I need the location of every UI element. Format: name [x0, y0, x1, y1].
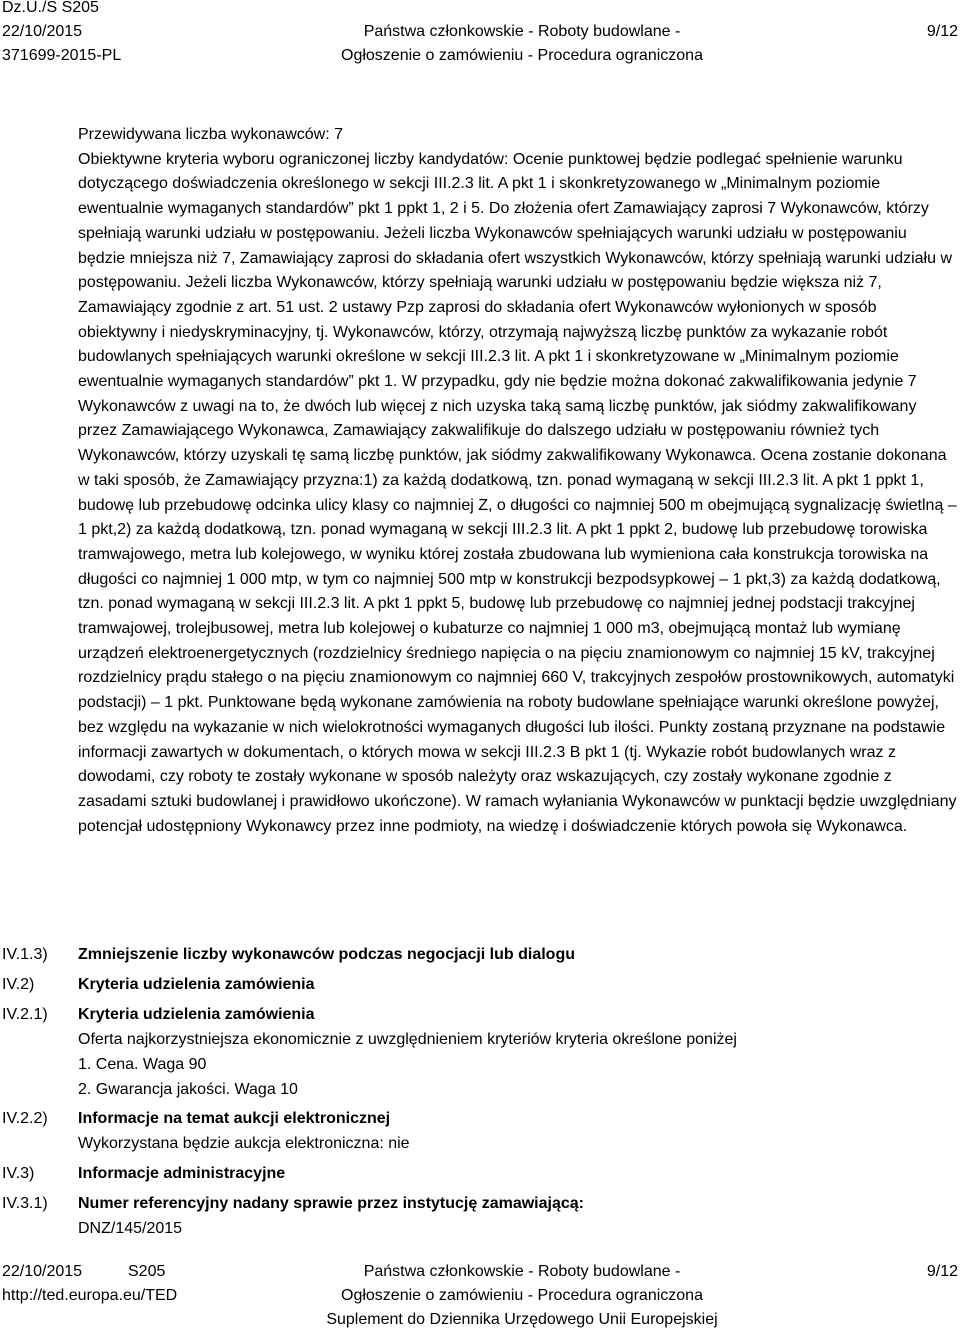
section-number-iv21: IV.2.1)	[2, 1006, 48, 1023]
section-number-iv3: IV.3)	[2, 1165, 35, 1182]
section-title-iv13: Zmniejszenie liczby wykonawców podczas negocjacji lub dialogu	[78, 946, 575, 963]
header-title-line2: Ogłoszenie o zamówieniu - Procedura ograniczona	[341, 47, 703, 64]
criterion-quality: 2. Gwarancja jakości. Waga 10	[78, 1081, 298, 1098]
page-header	[0, 0, 960, 70]
footer-title-line2: Ogłoszenie o zamówieniu - Procedura ograniczona	[341, 1287, 703, 1304]
header-title-line1: Państwa członkowskie - Roboty budowlane -	[363, 23, 681, 40]
header-date: 22/10/2015	[2, 23, 83, 40]
award-criteria-desc: Oferta najkorzystniejsza ekonomicznie z uwzględnieniem kryteriów kryteria określone poniżej	[78, 1031, 737, 1048]
section-number-iv2: IV.2)	[2, 976, 35, 993]
section-title-iv22: Informacje na temat aukcji elektronicznej	[78, 1110, 391, 1127]
section-number-iv13: IV.1.3)	[2, 946, 48, 963]
section-title-iv2: Kryteria udzielenia zamówienia	[78, 976, 315, 993]
footer-url-link[interactable]: http://ted.europa.eu/TED	[2, 1287, 178, 1304]
section-title-iv21: Kryteria udzielenia zamówienia	[78, 1006, 315, 1023]
electronic-auction-info: Wykorzystana będzie aukcja elektroniczna: nie	[78, 1135, 410, 1152]
footer-series: S205	[128, 1263, 166, 1280]
footer-supplement: Suplement do Dziennika Urzędowego Unii Europejskiej	[326, 1311, 718, 1328]
header-page-number: 9/12	[926, 23, 958, 40]
footer-page-number: 9/12	[926, 1263, 958, 1280]
main-content	[78, 123, 958, 839]
section-number-iv31: IV.3.1)	[2, 1195, 48, 1212]
reference-number: DNZ/145/2015	[78, 1220, 183, 1237]
selection-criteria-text: Obiektywne kryteria wyboru ograniczonej liczby kandydatów: Ocenie punktowej będzie podlegać spełnienie warunku dotyczącego doświadczenia określonego w sekcji III.2.3 lit. A pkt 1 i skonkretyzowanego w „Minimalnym poziomie ewentualnie wymaganych standardów” pkt 1 ppkt 1, 2 i 5. Do złożenia ofert Zamawiający zaprosi 7 Wykonawców, którzy spełniają warunki udziału w postępowaniu. Jeżeli liczba Wykonawców spełniających warunki udziału w postępowaniu będzie mniejsza niż 7, Zamawiający zaprosi do składania ofert wszystkich Wykonawców, którzy spełniają warunki udziału w postępowaniu. Jeżeli liczba Wykonawców, którzy spełniają warunki udziału w postępowaniu będzie większa niż 7, Zamawiający zgodnie z art. 51 ust. 2 ustawy Pzp zaprosi do składania ofert Wykonawców wyłonionych w sposób obiektywny i niedyskryminacyjny, tj. Wykonawców, którzy, otrzymają najwyższą liczbę punktów za wykazanie robót budowlanych spełniających warunki określone w sekcji III.2.3 lit. A pkt 1 i skonkretyzowane w „Minimalnym poziomie ewentualnie wymaganych standardów” pkt 1. W przypadku, gdy nie będzie można dokonać zakwalifikowania jedynie 7 Wykonawców z uwagi na to, że dwóch lub więcej z nich uzyska taką samą liczbę punktów, jak siódmy zakwalifikowany przez Zamawiającego Wykonawca, Zamawiający zakwalifikuje do dalszego udziału w postępowaniu również tych Wykonawców, którzy uzyskali tę samą liczbę punktów, jak siódmy zakwalifikowany Wykonawca. Ocena zostanie dokonana w taki sposób, że Zamawiający przyzna:1) za każdą dodatkową, tzn. ponad wymaganą w sekcji III.2.3 lit. A pkt 1 ppkt 1, budowę lub przebudowę odcinka ulicy klasy co najmniej Z, o długości co najmniej 500 m obejmującą sygnalizację świetlną – 1 pkt,2) za każdą dodatkową, tzn. ponad wymaganą w sekcji III.2.3 lit. A pkt 1 ppkt 2, budowę lub przebudowę torowiska tramwajowego, metra lub kolejowego, w wyniku której została zbudowana lub wymieniona cała konstrukcja torowiska na długości co najmniej 1 000 mtp, w tym co najmniej 500 mtp w konstrukcji bezpodsypkowej – 1 pkt,3) za każdą dodatkową, tzn. ponad wymaganą w sekcji III.2.3 lit. A pkt 1 ppkt 5, budowę lub przebudowę co najmniej jednej podstacji trakcyjnej tramwajowej, trolejbusowej, metra lub kolejowej o kubaturze co najmniej 1 000 m3, obejmującą montaż lub wymianę urządzeń elektroenergetycznych (rozdzielnicy średniego napięcia o na pięciu znamionowym co najmniej 15 kV, trakcyjnej rozdzielnicy prądu stałego o na pięciu znamionowym co najmniej 660 V, trakcyjnych zespołów prostownikowych, automatyki podstacji) – 1 pkt. Punktowane będą wykonane zamówienia na roboty budowlane spełniające warunki określone powyżej, bez względu na wykazanie w nich wielokrotności wymaganych długości lub ilości. Punkty zostaną przyznane na podstawie informacji zawartych w dokumentach, o których mowa w sekcji III.2.3 B pkt 1 (tj. Wykazie robót budowlanych wraz z dowodami, czy roboty te zostały wykonane w sposób należyty oraz wskazujących, czy zostały wykonane zgodnie z zasadami sztuki budowlanej i prawidłowo ukończone). W ramach wyłaniania Wykonawców w punktacji będzie uwzględniany potencjał udostępniony Wykonawcy przez inne podmioty, na wiedzę i doświadczenie których powoła się Wykonawca.	[78, 150, 957, 835]
section-title-iv31: Numer referencyjny nadany sprawie przez instytucję zamawiającą:	[78, 1195, 584, 1212]
page-footer	[0, 1262, 960, 1334]
section-title-iv3: Informacje administracyjne	[78, 1165, 286, 1182]
footer-date: 22/10/2015	[2, 1263, 83, 1280]
notice-number: 371699-2015-PL	[2, 47, 122, 64]
expected-contractors: Przewidywana liczba wykonawców: 7	[78, 126, 343, 143]
journal-ref: Dz.U./S S205	[2, 0, 99, 16]
criterion-price: 1. Cena. Waga 90	[78, 1056, 207, 1073]
footer-title-line1: Państwa członkowskie - Roboty budowlane -	[363, 1263, 681, 1280]
section-number-iv22: IV.2.2)	[2, 1110, 48, 1127]
